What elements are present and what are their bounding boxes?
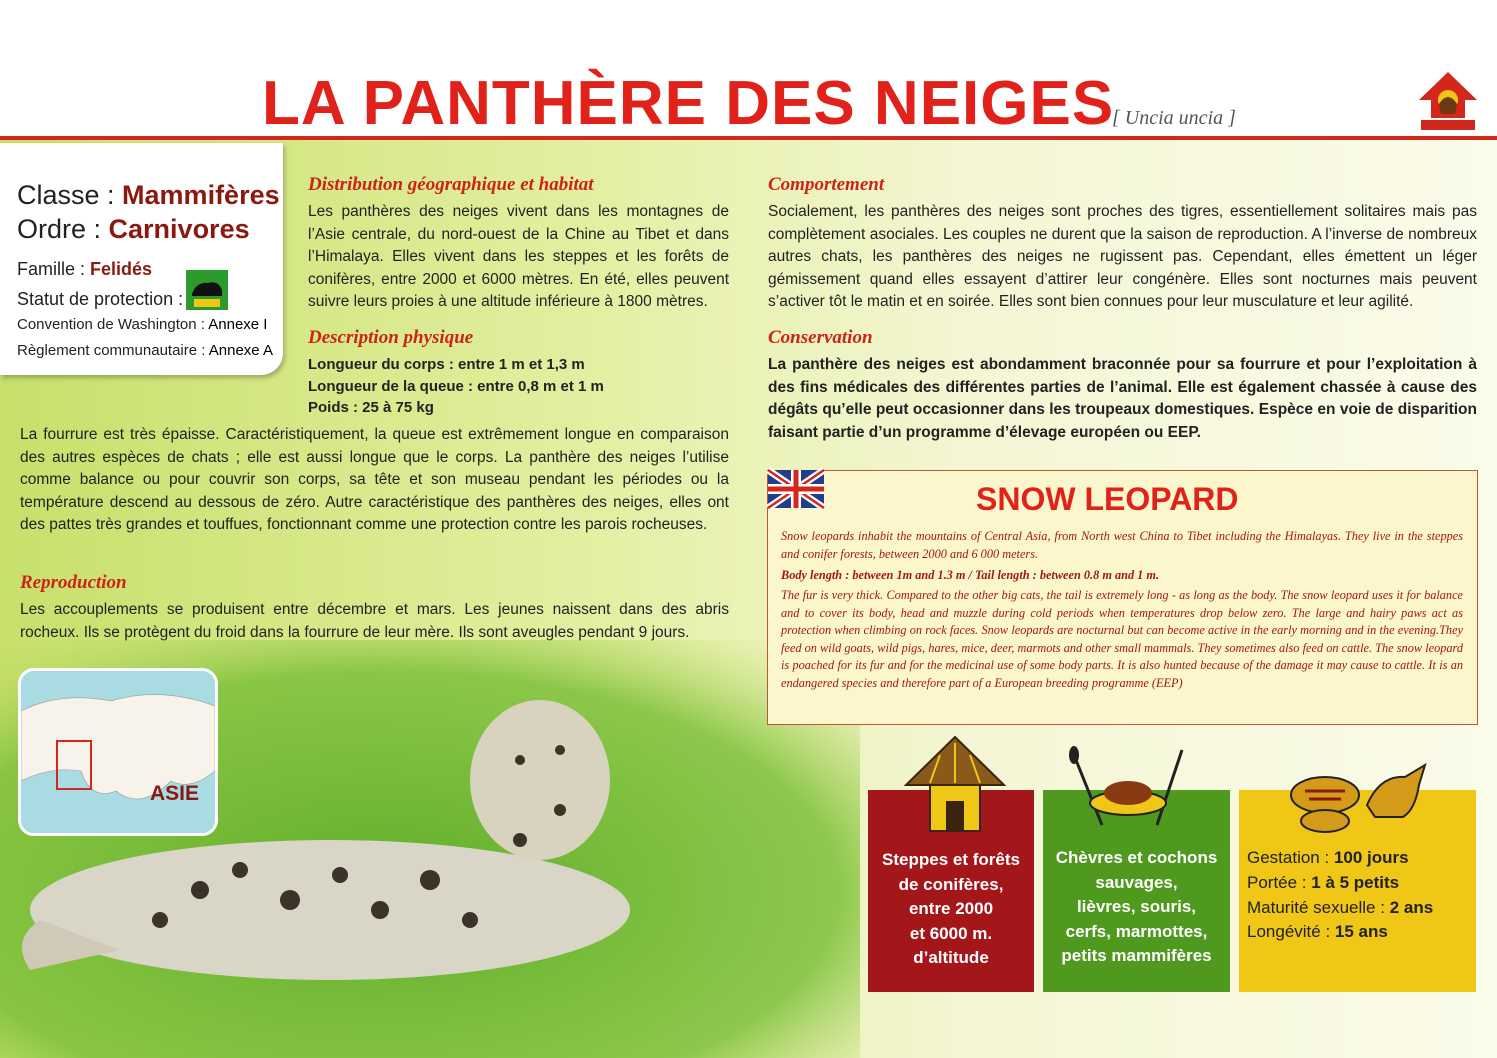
food-text: [1043, 846, 1230, 969]
eep-badge-icon: [186, 270, 228, 310]
food-line: petits mammifères: [1061, 946, 1212, 965]
habitat-line: Steppes et forêts: [882, 850, 1020, 869]
english-paragraph-2: The fur is very thick. Compared to the other big cats, the tail is extremely long - as long as the body. The snow leopard uses it for balance and to cover its body, head and muzzle during cold periods when temperatures drop below zero. The large and hairy paws act as protection when climbing on rock faces. Snow leopards are nocturnal but can become active in the early morning and in the evening.They feed on wild goats, wild pigs, hares, mice, deer, marmots and other small mammals. They sometimes also feed on cattle. The snow leopard is poached for its fur and for the medicinal use of some body parts. It is also hunted because of the damage it may cause to cattle. It is an endangered species and therefore part of a European breeding programme (EEP): [781, 588, 1463, 690]
description-heading: Description physique: [308, 327, 474, 348]
famille-line: Famille : Felidés: [17, 259, 153, 279]
habitat-text: [868, 848, 1034, 971]
uk-flag-icon: [764, 460, 828, 518]
weight: Poids : 25 à 75 kg: [308, 399, 434, 416]
body-length: Longueur du corps : entre 1 m et 1,3 m: [308, 356, 585, 373]
map-region-label: ASIE: [150, 782, 200, 805]
portee-stat: Portée : 1 à 5 petits: [1247, 873, 1400, 892]
statut-label: Statut de protection :: [17, 289, 184, 309]
comportement-text: Socialement, les panthères des neiges sont proches des tigres, essentiellement solitaires mais pas complètement asociales. Les couples ne durent que la saison de reproduction. A l’inverse de nombreux autres chats, les panthères des neiges ne rugissent pas. Cependant, elles émettent un léger gémissement quand elles essayent d’attirer leur congénère. Elles sont nocturnes mais peuvent s’activer tôt le matin et en soirée. Elles sont bien connues pour leur musculature et leur agilité.: [768, 203, 1477, 310]
reproduction-text: Les accouplements se produisent entre décembre et mars. Les jeunes naissent dans des abris rocheux. Ils se protègent du froid dans la fourrure de leur mère. Ils sont aveugles pendant 9 jours.: [20, 601, 729, 641]
conservation-heading: Conservation: [768, 327, 873, 348]
zooparc-logo: [1415, 70, 1481, 132]
comportement-heading: Comportement: [768, 174, 885, 195]
maturite-stat: Maturité sexuelle : 2 ans: [1247, 898, 1434, 917]
habitat-line: de conifères,: [898, 874, 1004, 894]
animals-icon: [1285, 755, 1435, 840]
reproduction-heading: Reproduction: [20, 572, 127, 593]
english-title: SNOW LEOPARD: [976, 481, 1239, 517]
food-line: cerfs, marmottes,: [1065, 921, 1208, 941]
hut-icon: [900, 735, 1010, 835]
distribution-heading: Distribution géographique et habitat: [308, 174, 594, 195]
fur-text: La fourrure est très épaisse. Caractéristiquement, la queue est extrêmement longue en comparaison des autres espèces de chats ; elle est aussi longue que le corps. La panthère des neiges l’utilise comme balance ou pour couvrir son corps, sa tête et son museau pendant les périodes ou la température descend au dessous de zéro. Autre caractéristique des panthères des neiges, elles ont des pattes très grandes et touffues, fonctionnant comme une protection contre les parois rocheuses.: [20, 426, 729, 533]
gestation-stat: Gestation : 100 jours: [1247, 848, 1409, 867]
longevite-stat: Longévité : 15 ans: [1247, 922, 1388, 941]
habitat-line: d’altitude: [913, 948, 989, 967]
english-paragraph-1: Snow leopards inhabit the mountains of Central Asia, from North west China to Tibet including the Himalayas. They live in the steppes and conifer forests, between 2000 and 6 000 meters.: [781, 529, 1463, 561]
habitat-line: entre 2000: [908, 899, 994, 918]
food-line: sauvages,: [1095, 872, 1178, 892]
food-line: lièvres, souris,: [1076, 897, 1197, 916]
tail-length: Longueur de la queue : entre 0,8 m et 1 m: [308, 377, 604, 395]
conservation-text: La panthère des neiges est abondamment braconnée pour sa fourrure et pour l’exploitation à des fins médicales des différentes parties de l’animal. Elle est également chassée à cause des dégâts qu’elle peut occasionner dans les troupeaux domestiques. Espèce en voie de disparition faisant partie d’un programme d’élevage européen ou EEP.: [768, 356, 1477, 441]
scientific-name: [ Uncia uncia ]: [1112, 107, 1236, 129]
convention-line: Convention de Washington : Annexe I: [17, 316, 268, 333]
plate-icon: [1062, 745, 1192, 835]
food-line: Chèvres et cochons: [1055, 848, 1218, 867]
habitat-line: et 6000 m.: [909, 923, 993, 943]
page-title: LA PANTHÈRE DES NEIGES: [262, 69, 1115, 138]
reglement-line: Règlement communautaire : Annexe A: [17, 342, 273, 359]
distribution-text: Les panthères des neiges vivent dans les montagnes de l’Asie centrale, du nord-ouest de la Chine au Tibet et dans l’Himalaya. Elles vivent dans les steppes et les forêts de conifères, entre 2000 et 6000 mètres. En été, elles peuvent suivre leurs proies à une altitude inférieure à 1800 mètres.: [308, 203, 729, 310]
description-list: [308, 354, 729, 419]
classe-line: Classe : Mammifères: [17, 180, 280, 210]
asia-map: [18, 668, 218, 836]
ordre-line: Ordre : Carnivores: [17, 214, 250, 244]
english-measurements: Body length : between 1m and 1.3 m / Tail length : between 0.8 m and 1 m.: [781, 568, 1160, 582]
